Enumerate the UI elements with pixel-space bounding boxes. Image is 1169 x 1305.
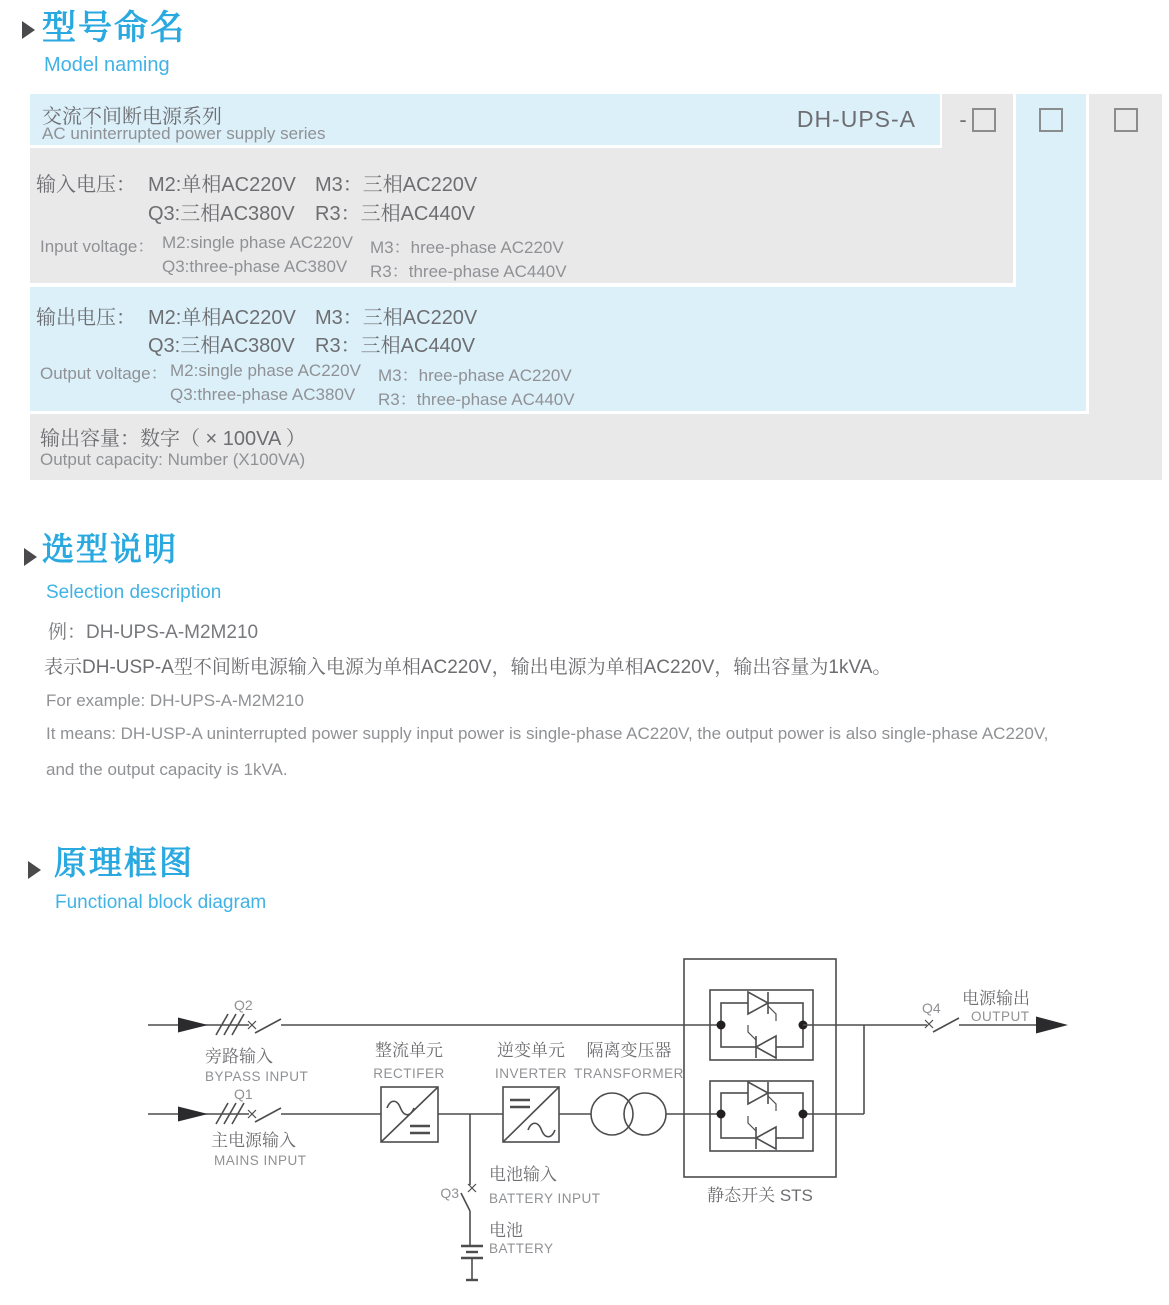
inverter-label-zh: 逆变单元: [497, 1041, 565, 1060]
transformer-symbol: [591, 1093, 666, 1135]
section-marker-model-naming-icon: [22, 21, 35, 39]
battery-branch: [461, 1114, 483, 1280]
output-arrow-icon: [1036, 1017, 1068, 1034]
transformer-label-zh: 隔离变压器: [586, 1041, 672, 1060]
bypass-label-zh: 旁路输入: [205, 1047, 273, 1066]
battery-symbol-icon: [461, 1246, 483, 1280]
q1-switch-cross-icon: [248, 1110, 256, 1118]
inverter-label-en: INVERTER: [494, 1066, 568, 1081]
junction-dot: [799, 1110, 808, 1119]
thyristor-gate-icon: [768, 1096, 776, 1111]
thyristor-gate-icon: [748, 1116, 756, 1131]
output-zh2b: R3：三相AC440V: [315, 335, 476, 357]
placeholder-box-output: [1039, 108, 1063, 132]
mains-label-zh: 主电源输入: [211, 1131, 296, 1150]
table-row-series: [30, 94, 940, 145]
rectifier-label-en: RECTIFER: [373, 1066, 445, 1081]
sts-block: [684, 959, 836, 1177]
table-row-input-voltage: [30, 148, 1013, 283]
model-code: DH-UPS-A: [796, 106, 916, 132]
output-en2b: R3：three-phase AC440V: [378, 390, 575, 409]
output-code-slot: [1016, 108, 1086, 132]
q3-switch-blade-icon: [461, 1193, 470, 1211]
junction-dot: [717, 1021, 726, 1030]
input-zh1b: M3：三相AC220V: [315, 174, 478, 196]
series-label-zh: 交流不间断电源系列: [42, 106, 222, 128]
output-voltage-label-en: Output voltage：: [40, 364, 168, 383]
q1-label: Q1: [234, 1086, 253, 1102]
input-zh2b: R3：三相AC440V: [315, 203, 476, 225]
model-naming-title-en: Model naming: [44, 54, 170, 76]
q3-label: Q3: [440, 1185, 459, 1201]
output-capacity-zh: 输出容量：数字（ × 100VA ）: [40, 428, 306, 450]
sts-module-top: [710, 990, 813, 1060]
q3-switch-cross-icon: [468, 1184, 476, 1192]
sts-module-bottom: [710, 1081, 813, 1151]
bypass-line: [148, 1014, 721, 1035]
q4-switch-blade-icon: [933, 1018, 959, 1032]
output-en2a: Q3:three-phase AC380V: [170, 385, 356, 404]
mains-label-en: MAINS INPUT: [214, 1153, 307, 1168]
battery-input-label-en: BATTERY INPUT: [489, 1191, 601, 1206]
inverter-block: [503, 1087, 559, 1142]
battery-label-zh: 电池: [489, 1221, 523, 1240]
q2-switch-cross-icon: [248, 1021, 256, 1029]
thyristor-gate-icon: [768, 1006, 776, 1021]
sts-label: 静态开关 STS: [707, 1186, 813, 1205]
output-label-zh: 电源输出: [962, 989, 1030, 1008]
bypass-input-arrow-icon: [178, 1018, 208, 1033]
input-en2a: Q3:three-phase AC380V: [162, 257, 348, 276]
thyristor-right-icon: [748, 1082, 768, 1104]
placeholder-box-input: [972, 108, 996, 132]
selection-example-zh: 例：DH-UPS-A-M2M210: [48, 622, 259, 643]
transformer-label-en: TRANSFORMER: [574, 1066, 684, 1081]
selection-title-en: Selection description: [46, 582, 222, 603]
output-zh2a: Q3:三相AC380V: [148, 335, 295, 357]
diagram-title-en: Functional block diagram: [55, 892, 267, 913]
rectifier-block: [381, 1087, 438, 1142]
input-en2b: R3：three-phase AC440V: [370, 262, 567, 281]
selection-desc-en-line2: and the output capacity is 1kVA.: [46, 760, 288, 779]
output-voltage-label-zh: 输出电压：: [36, 307, 136, 329]
q4-switch-cross-icon: [925, 1020, 933, 1028]
output-capacity-en: Output capacity: Number (X100VA): [40, 450, 306, 469]
section-marker-diagram-icon: [28, 861, 41, 879]
q2-label: Q2: [234, 997, 253, 1013]
input-voltage-label-en: Input voltage：: [40, 237, 155, 256]
selection-title-zh: 选型说明: [42, 531, 179, 567]
battery-label-en: BATTERY: [489, 1241, 554, 1256]
output-label-en: OUTPUT: [971, 1009, 1030, 1024]
functional-block-diagram: [0, 940, 1169, 1305]
output-zh1b: M3：三相AC220V: [315, 307, 478, 329]
input-zh1a: M2:单相AC220V: [148, 174, 296, 196]
q1-switch-blade-icon: [255, 1108, 281, 1122]
mains-input-arrow-icon: [178, 1107, 208, 1122]
q4-label: Q4: [922, 1000, 941, 1016]
placeholder-box-capacity: [1114, 108, 1138, 132]
model-naming-title-zh: 型号命名: [42, 9, 186, 47]
selection-example-en: For example: DH-UPS-A-M2M210: [46, 691, 304, 710]
series-label-en: AC uninterrupted power supply series: [42, 124, 326, 143]
input-en1b: M3：hree-phase AC220V: [370, 238, 564, 257]
selection-desc-en-line1: It means: DH-USP-A uninterrupted power supply input power is single-phase AC220V, the output power is also single-phase AC220V,: [46, 724, 1049, 743]
input-voltage-label-zh: 输入电压：: [36, 174, 136, 196]
selection-desc-zh: 表示DH-USP-A型不间断电源输入电源为单相AC220V，输出电源为单相AC220V，输出容量为1kVA。: [44, 657, 892, 678]
section-marker-selection-icon: [24, 548, 37, 566]
output-en1b: M3：hree-phase AC220V: [378, 366, 572, 385]
output-zh1a: M2:单相AC220V: [148, 307, 296, 329]
thyristor-right-icon: [748, 992, 768, 1014]
output-en1a: M2:single phase AC220V: [170, 361, 361, 380]
q2-switch-blade-icon: [255, 1019, 281, 1033]
input-en1a: M2:single phase AC220V: [162, 233, 353, 252]
thyristor-left-icon: [756, 1127, 776, 1149]
box-prefix-dash: -: [959, 107, 967, 132]
table-row-output-voltage: [30, 287, 1086, 411]
capacity-code-slot: [1089, 108, 1162, 132]
battery-input-label-zh: 电池输入: [489, 1165, 557, 1184]
thyristor-gate-icon: [748, 1025, 756, 1040]
diagram-title-zh: 原理框图: [54, 844, 194, 881]
table-row-output-capacity: [30, 414, 1162, 480]
bypass-label-en: BYPASS INPUT: [205, 1069, 309, 1084]
input-code-slot: [942, 108, 1013, 132]
thyristor-left-icon: [756, 1036, 776, 1058]
input-zh2a: Q3:三相AC380V: [148, 203, 295, 225]
rectifier-label-zh: 整流单元: [375, 1041, 443, 1060]
junction-dot: [717, 1110, 726, 1119]
